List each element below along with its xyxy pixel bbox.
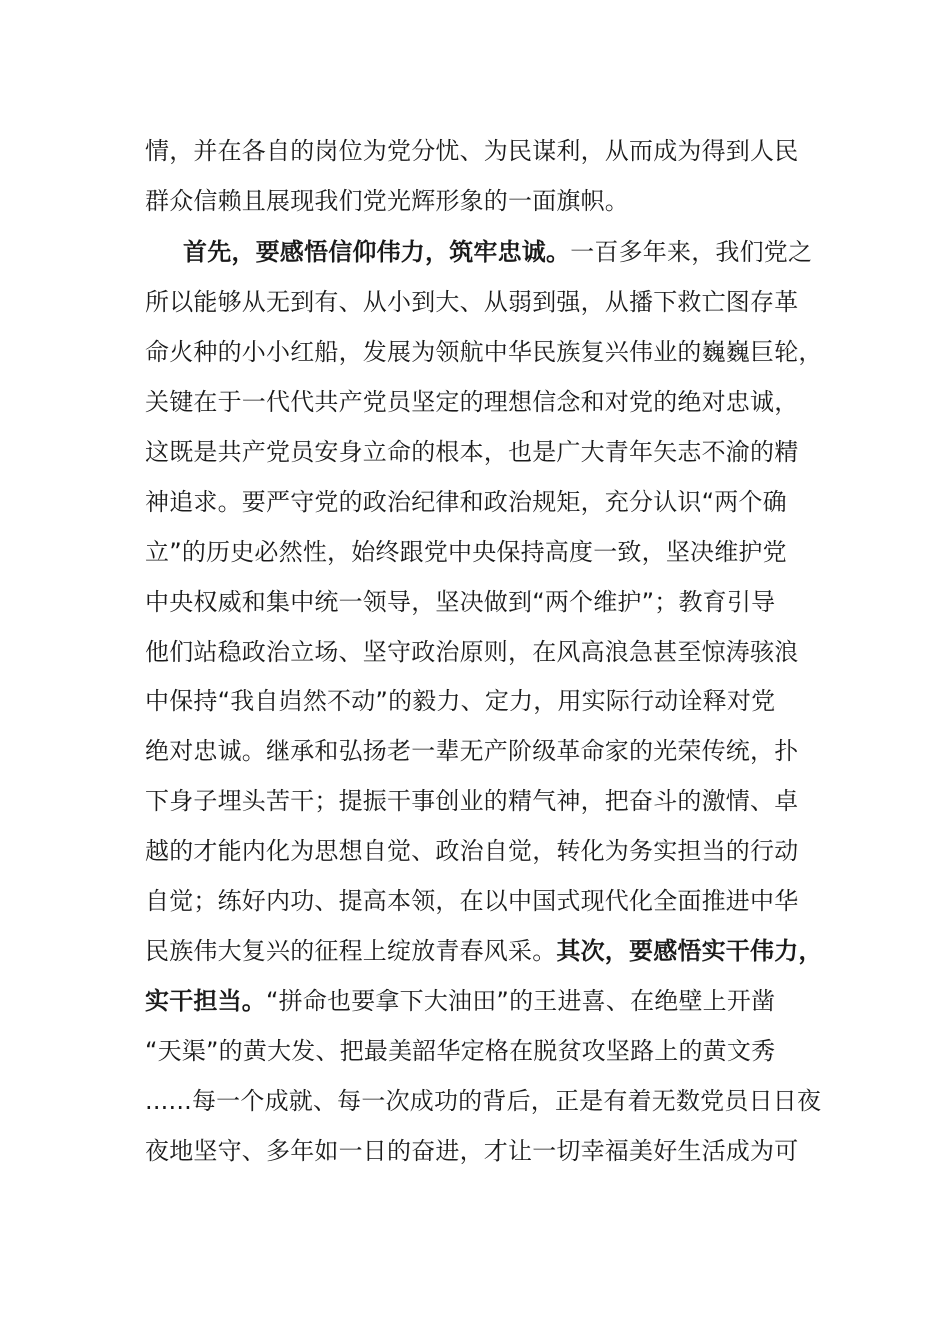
bold-heading-segment: 首先，要感悟信仰伟力，筑牢忠诚。 — [183, 238, 571, 266]
text-segment: ......每一个成就、每一次成功的背后，正是有着无数党员日日夜 — [145, 1087, 822, 1115]
text-segment: 绝对忠诚。继承和弘扬老一辈无产阶级革命家的光荣传统，扑 — [145, 737, 799, 765]
text-line — [145, 686, 815, 716]
text-segment: 关键在于一代代共产党员坚定的理想信念和对党的绝对忠诚， — [145, 388, 799, 416]
text-segment: “拼命也要拿下大油田”的王进喜、在绝壁上开凿 — [266, 987, 776, 1015]
text-segment: 一百多年来，我们党之 — [570, 238, 813, 266]
bold-heading-segment: 其次，要感悟实干伟力， — [556, 937, 823, 965]
text-segment: 神追求。要严守党的政治纪律和政治规矩，充分认识“两个确 — [145, 488, 787, 516]
text-segment: 情，并在各自的岗位为党分忧、为民谋利，从而成为得到人民 — [145, 137, 799, 165]
text-line — [145, 487, 815, 517]
text-line — [145, 986, 815, 1016]
text-line — [145, 736, 815, 766]
text-segment: 下身子埋头苦干；提振干事创业的精气神，把奋斗的激情、卓 — [145, 787, 799, 815]
text-line — [145, 936, 823, 966]
text-line — [145, 186, 815, 216]
text-segment: 所以能够从无到有、从小到大、从弱到强，从播下救亡图存革 — [145, 288, 799, 316]
text-segment: 中央权威和集中统一领导，坚决做到“两个维护”；教育引导 — [145, 588, 776, 616]
text-line — [145, 136, 815, 166]
text-line — [145, 337, 823, 367]
text-segment: 命火种的小小红船，发展为领航中华民族复兴伟业的巍巍巨轮， — [145, 338, 823, 366]
text-segment: 这既是共产党员安身立命的根本，也是广大青年矢志不渝的精 — [145, 438, 799, 466]
bold-heading-segment: 实干担当。 — [145, 987, 266, 1015]
text-segment: 群众信赖且展现我们党光辉形象的一面旗帜。 — [145, 187, 629, 215]
text-line — [145, 587, 815, 617]
text-segment: 中保持“我自岿然不动”的毅力、定力，用实际行动诠释对党 — [145, 687, 776, 715]
text-line — [145, 886, 815, 916]
text-line — [145, 287, 815, 317]
text-segment: 夜地坚守、多年如一日的奋进，才让一切幸福美好生活成为可 — [145, 1137, 799, 1165]
text-line — [145, 1036, 815, 1066]
text-line — [145, 387, 815, 417]
text-line — [145, 637, 815, 667]
text-line — [145, 836, 815, 866]
paragraph-first-line — [183, 237, 815, 267]
text-segment: 立”的历史必然性，始终跟党中央保持高度一致，坚决维护党 — [145, 538, 787, 566]
text-line — [145, 1086, 822, 1116]
text-segment: 民族伟大复兴的征程上绽放青春风采。 — [145, 937, 557, 965]
text-segment: 自觉；练好内功、提高本领，在以中国式现代化全面推进中华 — [145, 887, 799, 915]
text-segment: “天渠”的黄大发、把最美韶华定格在脱贫攻坚路上的黄文秀 — [145, 1037, 776, 1065]
text-segment: 他们站稳政治立场、坚守政治原则，在风高浪急甚至惊涛骇浪 — [145, 638, 799, 666]
text-line — [145, 437, 815, 467]
text-line — [145, 786, 815, 816]
text-line — [145, 1136, 815, 1166]
text-line — [145, 537, 815, 567]
text-segment: 越的才能内化为思想自觉、政治自觉，转化为务实担当的行动 — [145, 837, 799, 865]
